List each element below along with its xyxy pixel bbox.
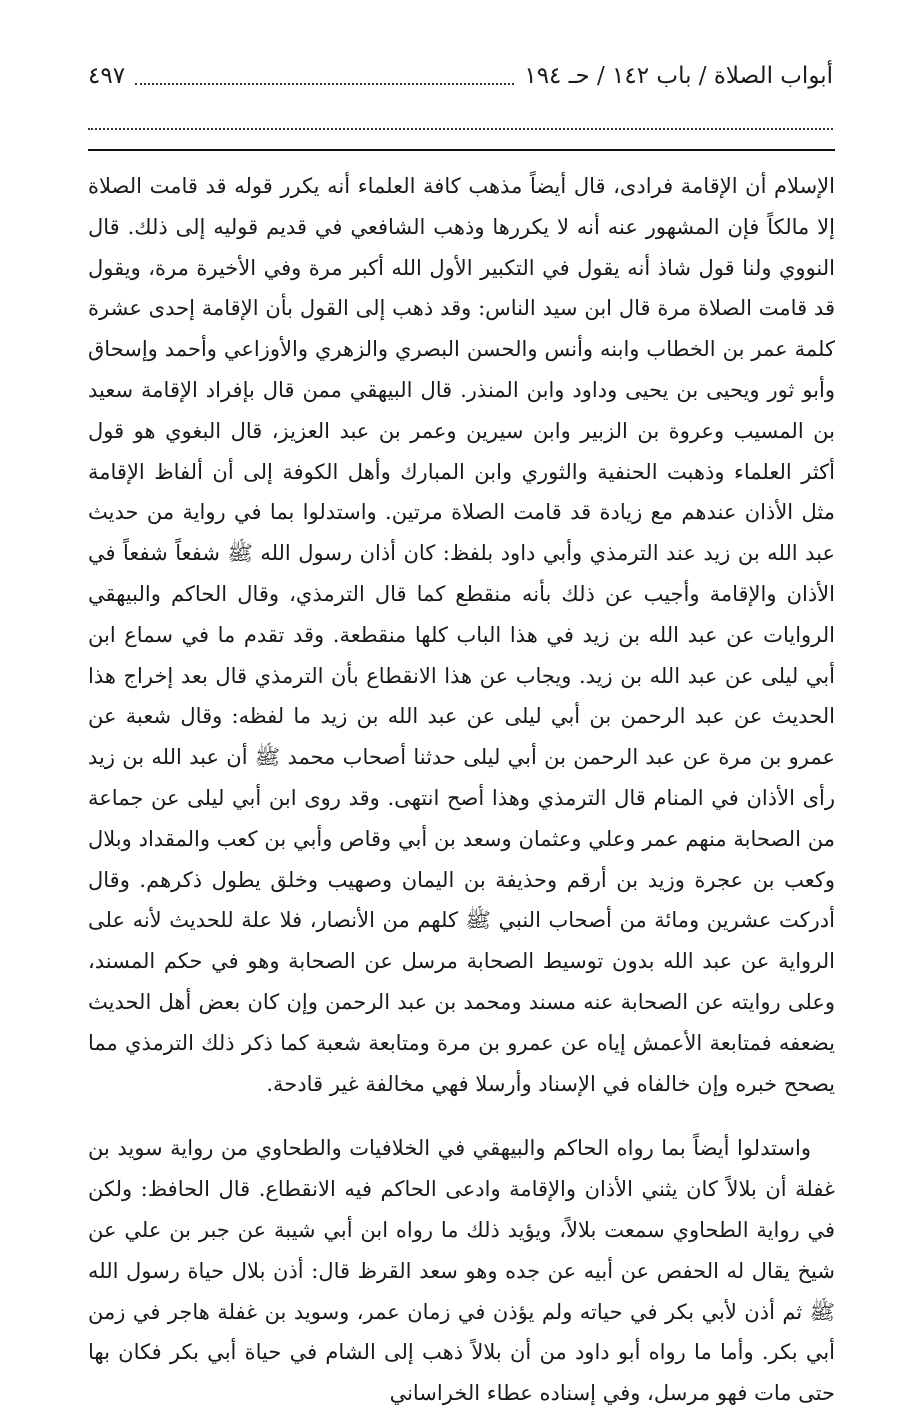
running-title: أبواب الصلاة / باب ١٤٢ / حـ ١٩٤	[524, 63, 833, 89]
page-number: ٤٩٧	[88, 63, 126, 89]
paragraph: واستدلوا أيضاً بما رواه الحاكم والبيهقي في الخلافيات والطحاوي من رواية سويد بن غفلة أن بلالاً كان يثني الأذان والإقامة وادعى الحاكم فيه الانقطاع. قال الحافظ: ولكن في رواية الطحاوي سمعت بلالاً، ويؤيد ذلك ما رواه ابن أبي شيبة عن جبر بن علي عن شيخ يقال له الحفص عن أبيه عن جده وهو سعد القرظ قال: أذن بلال حياة رسول الله ﷺ ثم أذن لأبي بكر في حياته ولم يؤذن في زمان عمر، وسويد بن غفلة هاجر في زمن أبي بكر. وأما ما رواه أبو داود من أن بلالاً ذهب إلى الشام في حياة أبي بكر فكان بها حتى مات فهو مرسل، وفي إسناده عطاء الخراساني	[88, 1136, 835, 1406]
page-header	[88, 58, 833, 94]
paragraph: الإسلام أن الإقامة فرادى، قال أيضاً مذهب كافة العلماء أنه يكرر قوله قد قامت الصلاة إلا مالكاً فإن المشهور عنه أنه لا يكررها وذهب الشافعي في قديم قوليه إلى ذلك. قال النووي ولنا قول شاذ أنه يقول في التكبير الأول الله أكبر مرة وفي الأخيرة مرة، ويقول قد قامت الصلاة مرة قال ابن سيد الناس: وقد ذهب إلى القول بأن الإقامة إحدى عشرة كلمة عمر بن الخطاب وابنه وأنس والحسن البصري والزهري والأوزاعي وأحمد وإسحاق وأبو ثور ويحيى بن يحيى وداود وابن المنذر. قال البيهقي ممن قال بإفراد الإقامة سعيد بن المسيب وعروة بن الزبير وابن سيرين وعمر بن عبد العزيز، قال البغوي هو قول أكثر العلماء وذهبت الحنفية والثوري وابن المبارك وأهل الكوفة إلى أن ألفاظ الإقامة مثل الأذان عندهم مع زيادة قد قامت الصلاة مرتين. واستدلوا بما في رواية من حديث عبد الله بن زيد عند الترمذي وأبي داود بلفظ: كان أذان رسول الله ﷺ شفعاً شفعاً في الأذان والإقامة وأجيب عن ذلك بأنه منقطع كما قال الترمذي، وقال الحاكم والبيهقي الروايات عن عبد الله بن زيد في هذا الباب كلها منقطعة. وقد تقدم ما في سماع ابن أبي ليلى عن عبد الله بن زيد. ويجاب عن هذا الانقطاع بأن الترمذي قال بعد إخراج هذا الحديث عن عبد الرحمن بن أبي ليلى عن عبد الله بن زيد ما لفظه: وقال شعبة عن عمرو بن مرة عن عبد الرحمن بن أبي ليلى حدثنا أصحاب محمد ﷺ أن عبد الله بن زيد رأى الأذان في المنام قال الترمذي وهذا أصح انتهى. وقد روى ابن أبي ليلى عن جماعة من الصحابة منهم عمر وعلي وعثمان وسعد بن أبي وقاص وأبي بن كعب والمقداد وبلال وكعب بن عجرة وزيد بن أرقم وحذيفة بن اليمان وصهيب وخلق يطول ذكرهم. وقال أدركت عشرين ومائة من أصحاب النبي ﷺ كلهم من الأنصار، فلا علة للحديث لأنه على الرواية عن عبد الله بدون توسيط الصحابة مرسل عن الصحابة وهو في حكم المسند، وعلى روايته عن الصحابة عنه مسند ومحمد بن عبد الرحمن وإن كان بعض أهل الحديث يضعفه فمتابعة الأعمش إياه عن عمرو بن مرة ومتابعة شعبة كما ذكر ذلك الترمذي مما يصحح خبره وإن خالفاه في الإسناد وأرسلا فهي مخالفة غير قادحة.	[88, 174, 835, 1096]
dotted-separator	[88, 128, 833, 130]
header-dotted-leader	[135, 83, 514, 85]
horizontal-rule	[88, 149, 835, 151]
main-text	[88, 166, 835, 1414]
